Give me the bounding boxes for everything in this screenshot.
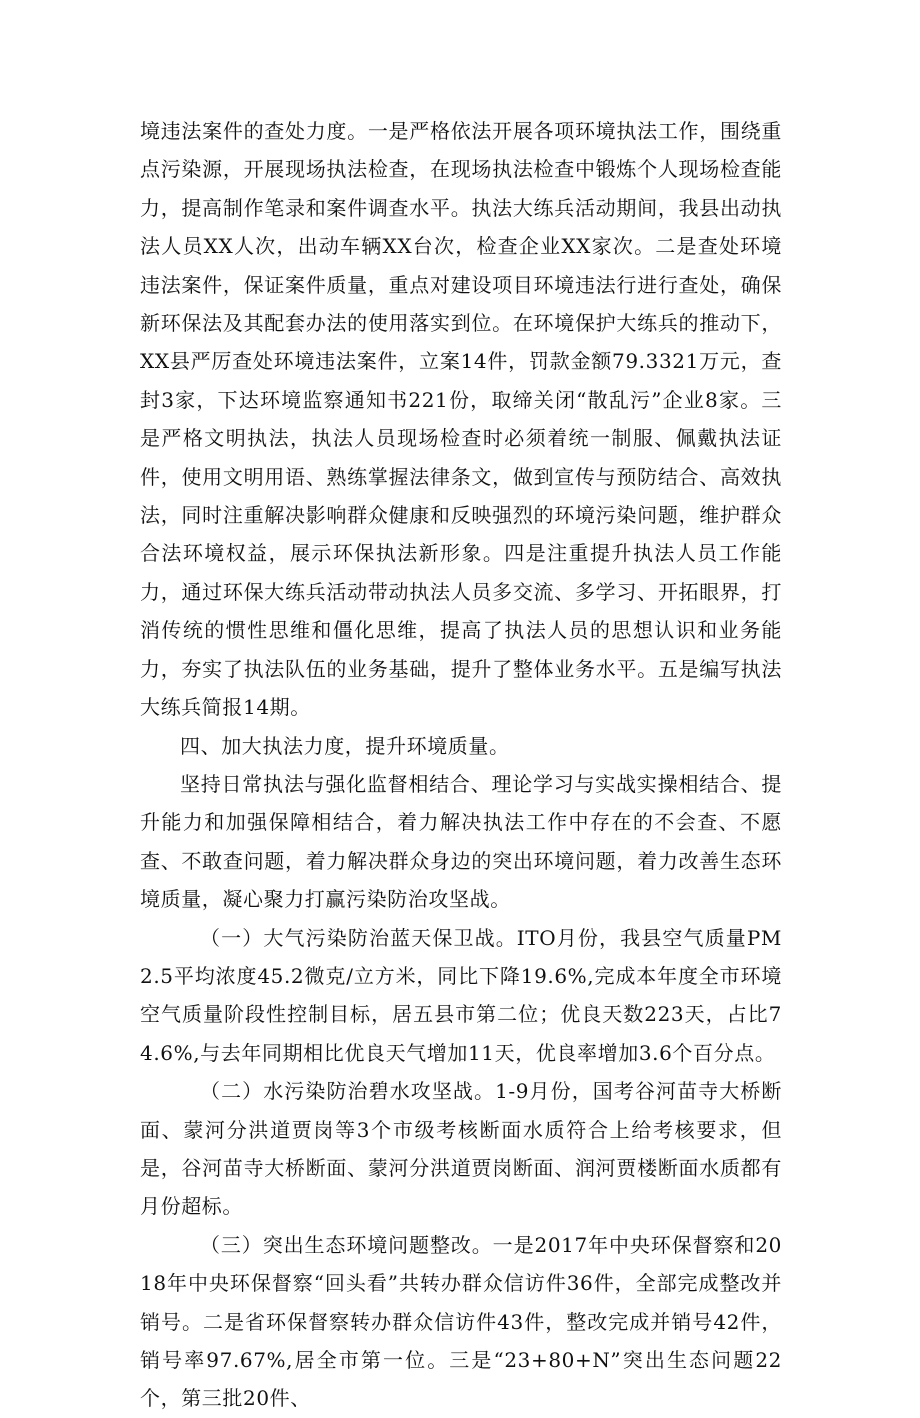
section-heading-four: 四、加大执法力度，提升环境质量。	[180, 733, 510, 758]
paragraph-water-pollution: （二）水污染防治碧水攻坚战。1-9月份，国考谷河苗寺大桥断面、蒙河分洪道贾岗等3个市级考核断面水质符合上给考核要求，但是，谷河苗寺大桥断面、蒙河分洪道贾岗断面、润河贾楼断面水质都有月份超标。	[140, 1079, 782, 1219]
paragraph-ecological-rectification: （三）突出生态环境问题整改。一是2017年中央环保督察和2018年中央环保督察“回头看”共转办群众信访件36件，全部完成整改并销号。二是省环保督察转办群众信访件43件，整改完成并销号42件，销号率97.67%,居全市第一位。三是“23+80+N”突出生态问题22个，第三批20件、	[140, 1232, 782, 1411]
document-body	[140, 112, 782, 1418]
paragraph-section-four-intro: 坚持日常执法与强化监督相结合、理论学习与实战实操相结合、提升能力和加强保障相结合，着力解决执法工作中存在的不会查、不愿查、不敢查问题，着力解决群众身边的突出环境问题，着力改善生态环境质量，凝心聚力打赢污染防治攻坚战。	[140, 771, 782, 912]
paragraph-air-pollution: （一）大气污染防治蓝天保卫战。ITO月份，我县空气质量PM2.5平均浓度45.2微克/立方米，同比下降19.6%,完成本年度全市环境空气质量阶段性控制目标，居五县市第二位；优良天数223天，占比74.6%,与去年同期相比优良天气增加11天，优良率增加3.6个百分点。	[140, 925, 782, 1065]
paragraph-enforcement-cases: 境违法案件的查处力度。一是严格依法开展各项环境执法工作，围绕重点污染源，开展现场执法检查，在现场执法检查中锻炼个人现场检查能力，提高制作笔录和案件调查水平。执法大练兵活动期间，我县出动执法人员XX人次，出动车辆XX台次，检查企业XX家次。二是查处环境违法案件，保证案件质量，重点对建设项目环境违法行进行查处，确保新环保法及其配套办法的使用落实到位。在环境保护大练兵的推动下，XX县严厉查处环境违法案件，立案14件，罚款金额79.3321万元，查封3家，下达环境监察通知书221份，取缔关闭“散乱污”企业8家。三是严格文明执法，执法人员现场检查时必须着统一制服、佩戴执法证件，使用文明用语、熟练掌握法律条文，做到宣传与预防结合、高效执法，同时注重解决影响群众健康和反映强烈的环境污染问题，维护群众合法环境权益，展示环保执法新形象。四是注重提升执法人员工作能力，通过环保大练兵活动带动执法人员多交流、多学习、开拓眼界，打消传统的惯性思维和僵化思维，提高了执法人员的思想认识和业务能力，夯实了执法队伍的业务基础，提升了整体业务水平。五是编写执法大练兵简报14期。	[140, 119, 782, 720]
